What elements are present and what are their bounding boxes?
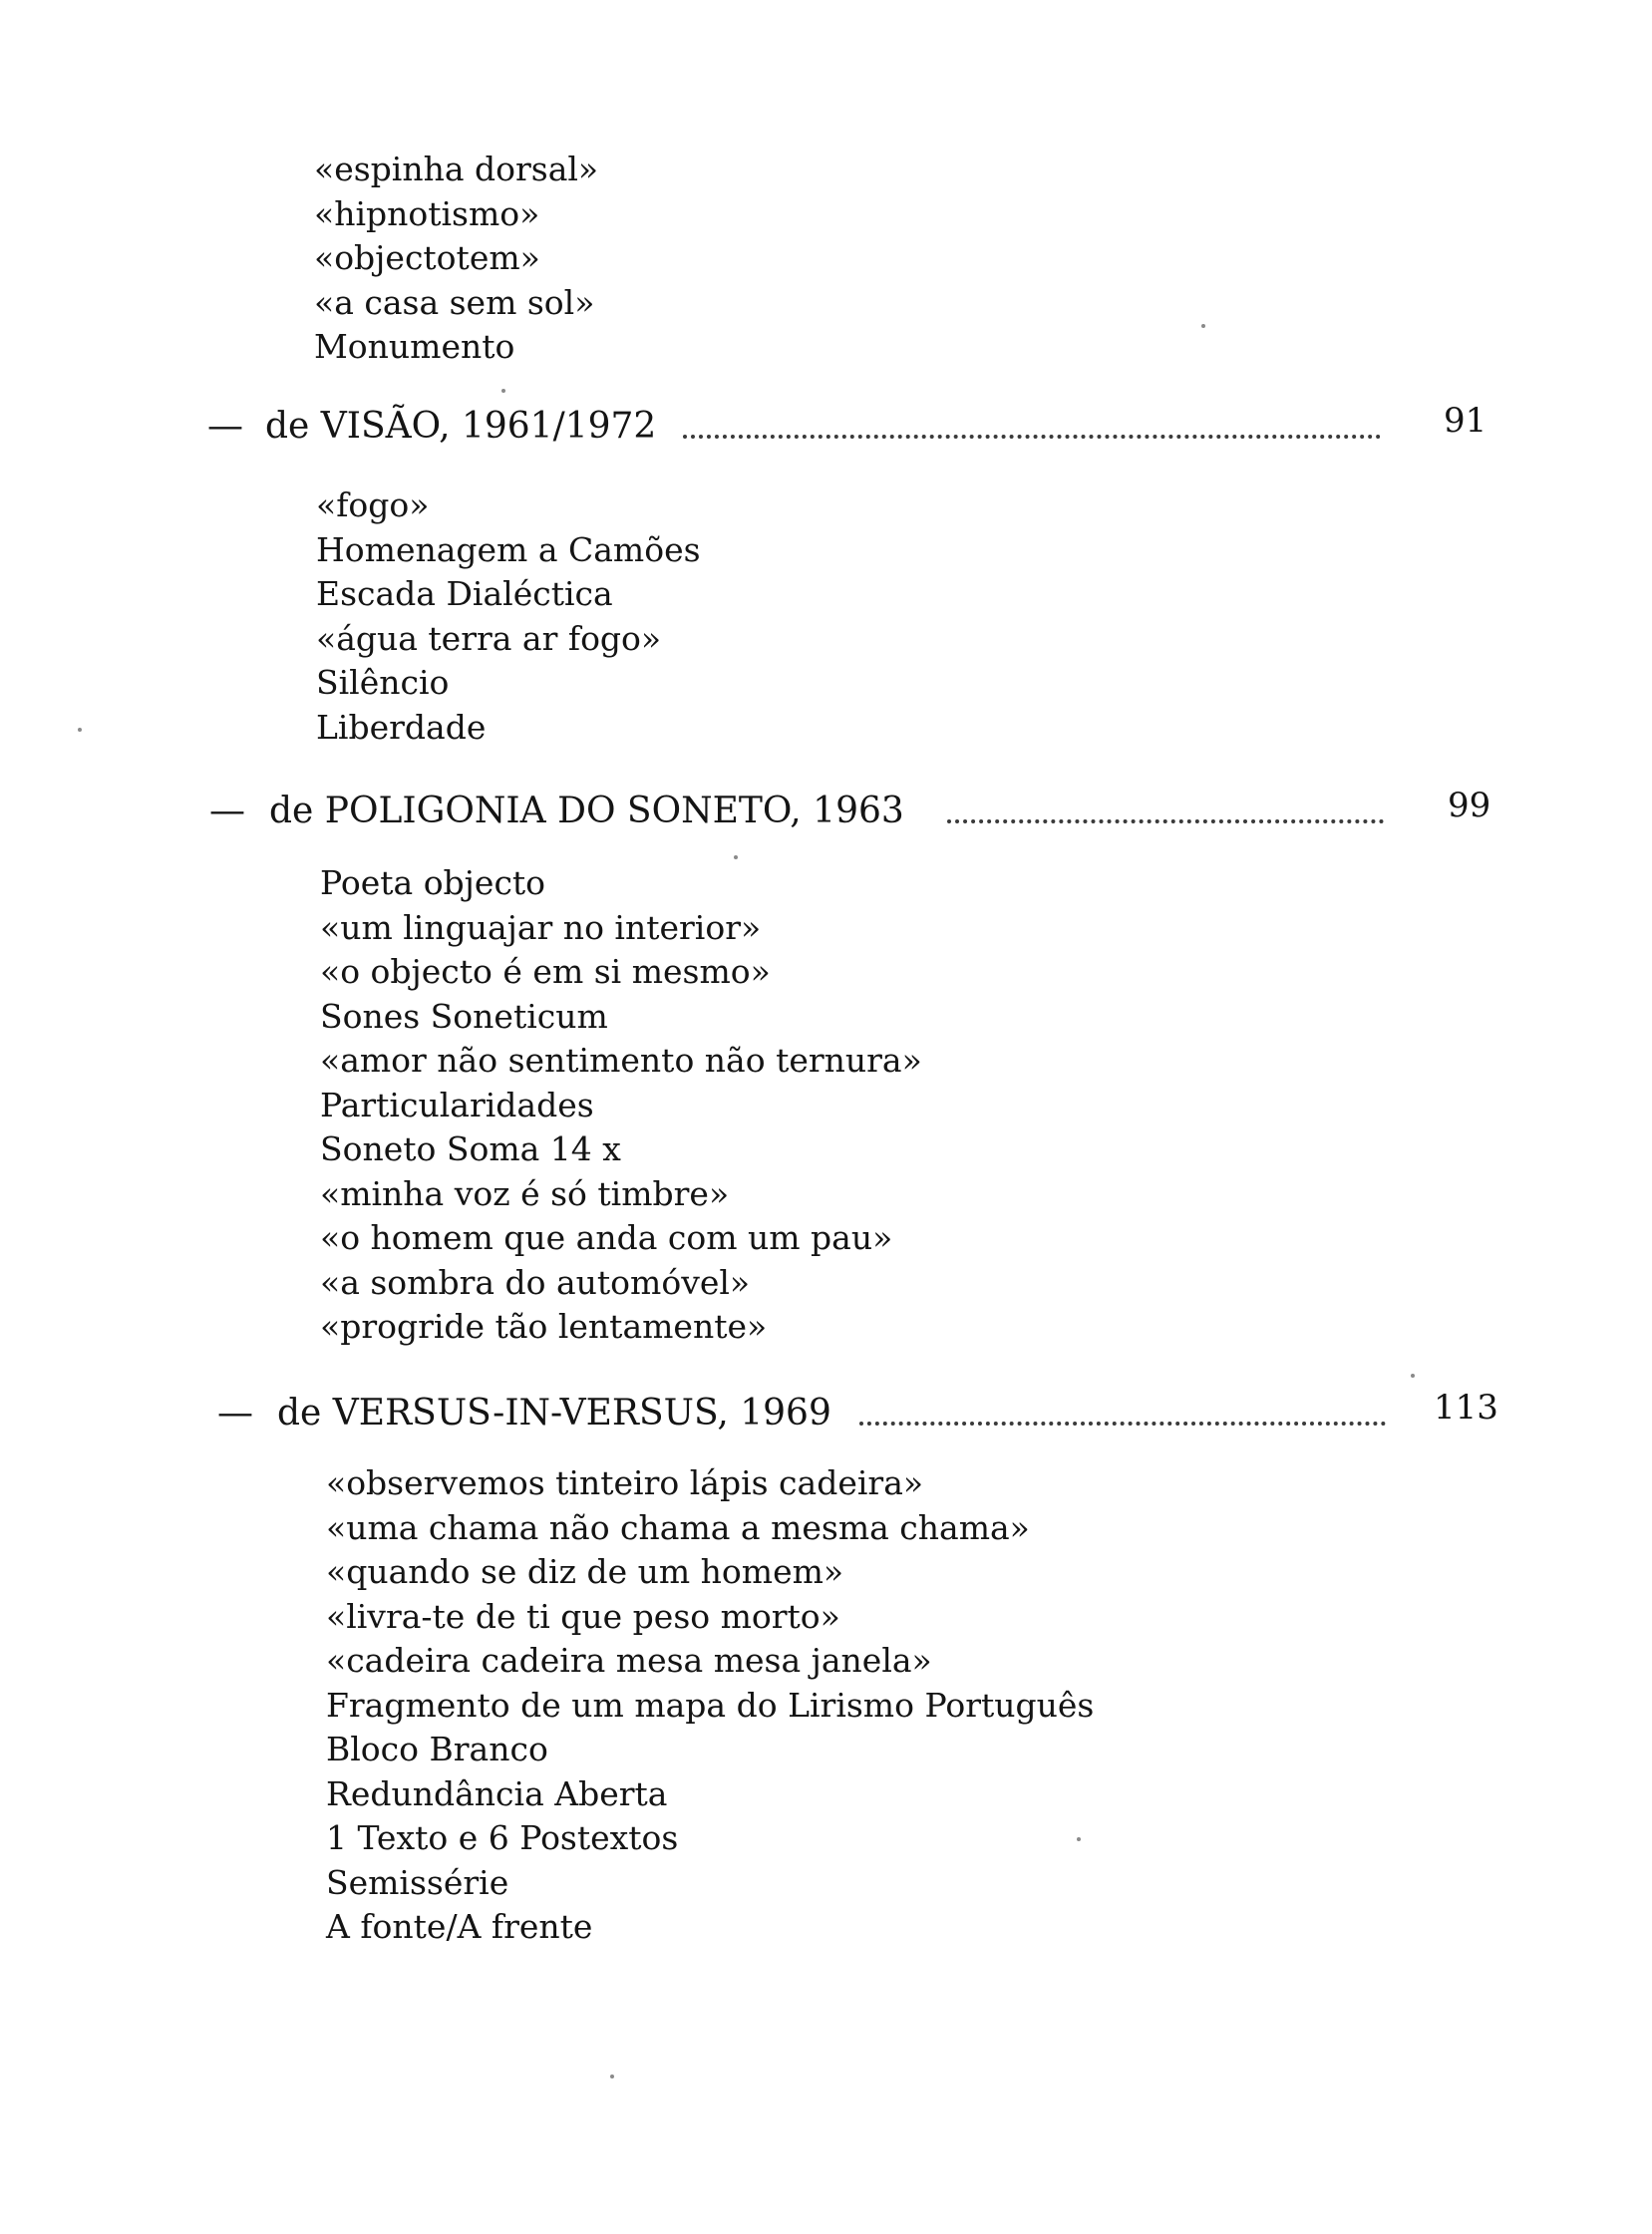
toc-item: «livra-te de ti que peso morto» bbox=[326, 1596, 840, 1636]
toc-section-heading bbox=[0, 787, 1652, 836]
toc-items-continued bbox=[0, 148, 1652, 370]
toc-item: «um linguajar no interior» bbox=[320, 907, 762, 947]
toc-section-heading bbox=[0, 402, 1652, 452]
heading-title: de VISÃO, 1961/1972 bbox=[265, 406, 657, 447]
dot-leader bbox=[859, 1422, 1386, 1426]
toc-item: «cadeira cadeira mesa mesa janela» bbox=[326, 1641, 932, 1680]
toc-item: Redundância Aberta bbox=[326, 1773, 668, 1813]
toc-item: Homenagem a Camões bbox=[316, 529, 701, 569]
page-number: 113 bbox=[1434, 1388, 1498, 1428]
toc-item: Escada Dialéctica bbox=[316, 574, 613, 613]
dot-leader bbox=[683, 435, 1381, 439]
toc-item: 1 Texto e 6 Postextos bbox=[326, 1818, 679, 1857]
toc-items bbox=[0, 861, 1652, 1350]
toc-item: Poeta objecto bbox=[320, 863, 546, 902]
toc-item: «o objecto é em si mesmo» bbox=[320, 952, 771, 991]
toc-item: «a casa sem sol» bbox=[314, 282, 595, 322]
toc-item: Sones Soneticum bbox=[320, 996, 608, 1036]
dot-leader bbox=[947, 819, 1384, 823]
toc-item: Particularidades bbox=[320, 1085, 594, 1124]
toc-item: Bloco Branco bbox=[326, 1730, 548, 1768]
toc-item: Liberdade bbox=[316, 707, 487, 747]
toc-section-heading bbox=[0, 1389, 1652, 1438]
toc-item: «água terra ar fogo» bbox=[316, 618, 662, 658]
toc-item: Monumento bbox=[314, 327, 515, 366]
scan-speck bbox=[1201, 324, 1205, 328]
heading-title: de VERSUS-IN-VERSUS, 1969 bbox=[277, 1393, 831, 1434]
toc-item: A fonte/A frente bbox=[326, 1907, 593, 1946]
page-number: 99 bbox=[1448, 786, 1491, 825]
toc-items bbox=[0, 483, 1652, 750]
scan-speck bbox=[610, 2074, 614, 2078]
toc-item: Silêncio bbox=[316, 663, 450, 702]
heading-dash: — bbox=[207, 406, 243, 447]
toc-items bbox=[0, 1461, 1652, 1950]
scan-speck bbox=[734, 855, 738, 859]
toc-item: «fogo» bbox=[316, 485, 430, 524]
toc-item: Fragmento de um mapa do Lirismo Português bbox=[326, 1685, 1095, 1725]
scan-speck bbox=[1077, 1837, 1081, 1841]
toc-item: «hipnotismo» bbox=[314, 193, 540, 233]
heading-dash: — bbox=[209, 791, 245, 831]
page-number: 91 bbox=[1444, 401, 1487, 441]
toc-item: «amor não sentimento não ternura» bbox=[320, 1041, 922, 1080]
toc-item: «o homem que anda com um pau» bbox=[320, 1218, 893, 1257]
heading-dash: — bbox=[217, 1393, 253, 1434]
toc-item: «minha voz é só timbre» bbox=[320, 1173, 730, 1213]
toc-item: «uma chama não chama a mesma chama» bbox=[326, 1507, 1030, 1547]
toc-item: «observemos tinteiro lápis cadeira» bbox=[326, 1463, 924, 1502]
toc-item: «objectotem» bbox=[314, 238, 540, 277]
scan-speck bbox=[1411, 1374, 1415, 1378]
toc-item: Semissérie bbox=[326, 1862, 509, 1902]
heading-title: de POLIGONIA DO SONETO, 1963 bbox=[269, 791, 904, 831]
toc-item: «a sombra do automóvel» bbox=[320, 1262, 751, 1302]
toc-item: «quando se diz de um homem» bbox=[326, 1552, 844, 1591]
scan-speck bbox=[501, 389, 505, 393]
toc-item: «espinha dorsal» bbox=[314, 150, 599, 188]
toc-item: «progride tão lentamente» bbox=[320, 1307, 768, 1346]
scan-speck bbox=[78, 728, 82, 732]
toc-item: Soneto Soma 14 x bbox=[320, 1129, 621, 1168]
